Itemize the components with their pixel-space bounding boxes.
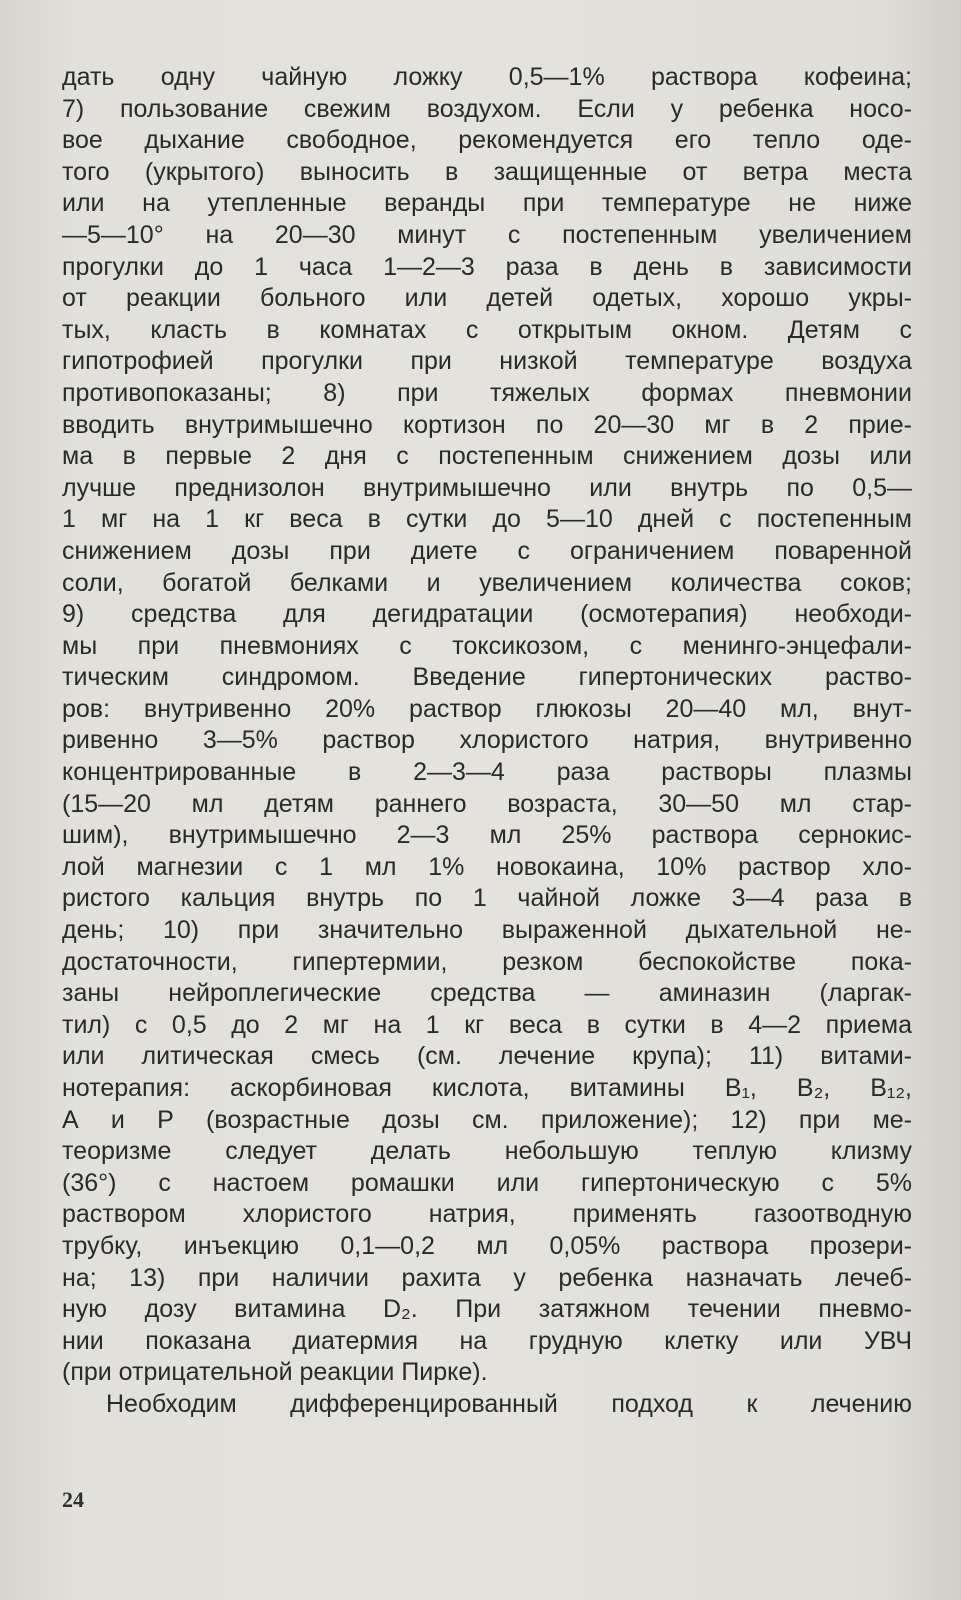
text-line: вое дыхание свободное, рекомендуется его тепло оде-: [62, 126, 912, 155]
text-line: лой магнезии с 1 мл 1% новокаина, 10% раствор хло-: [62, 852, 912, 881]
text-line: ную дозу витамина D₂. При затяжном течении пневмо-: [62, 1295, 912, 1324]
text-line: или на утепленные веранды при температуре не ниже: [62, 189, 912, 218]
text-line: тил) с 0,5 до 2 мг на 1 кг веса в сутки в 4—2 приема: [62, 1010, 912, 1039]
text-line: раствором хлористого натрия, применять газоотводную: [62, 1200, 912, 1229]
body-text: [62, 62, 912, 1421]
text-line: заны нейроплегические средства — аминазин (ларгак-: [62, 979, 912, 1008]
text-line: нотерапия: аскорбиновая кислота, витамины B₁, B₂, B₁₂,: [62, 1074, 912, 1102]
text-line: нии показана диатермия на грудную клетку или УВЧ: [62, 1326, 912, 1355]
text-line: или литическая смесь (см. лечение крупа); 11) витами-: [62, 1042, 912, 1071]
text-line: тых, класть в комнатах с открытым окном. Детям с: [62, 315, 912, 344]
text-line: противопоказаны; 8) при тяжелых формах пневмонии: [62, 378, 912, 407]
text-line: теоризме следует делать небольшую теплую клизму: [62, 1137, 912, 1166]
text-line: (36°) с настоем ромашки или гипертоническую с 5%: [62, 1168, 912, 1197]
text-line: дать одну чайную ложку 0,5—1% раствора кофеина;: [62, 63, 912, 91]
text-line: тическим синдромом. Введение гипертонических раство-: [62, 663, 912, 692]
text-line: (15—20 мл детям раннего возраста, 30—50 мл стар-: [62, 789, 912, 818]
text-line: трубку, инъекцию 0,1—0,2 мл 0,05% раствора прозери-: [62, 1231, 912, 1260]
text-line: ривенно 3—5% раствор хлористого натрия, внутривенно: [62, 726, 912, 755]
text-line: вводить внутримышечно кортизон по 20—30 мг в 2 прие-: [62, 410, 912, 439]
text-line: —5—10° на 20—30 минут с постепенным увеличением: [62, 220, 912, 249]
text-line: соли, богатой белками и увеличением количества соков;: [62, 568, 912, 597]
page-number: 24: [62, 1487, 84, 1512]
text-line: ров: внутривенно 20% раствор глюкозы 20—40 мл, внут-: [62, 694, 912, 723]
text-line: (при отрицательной реакции Пирке).: [62, 1358, 488, 1387]
text-line: снижением дозы при диете с ограничением поваренной: [62, 536, 912, 565]
text-line: день; 10) при значительно выраженной дыхательной не-: [62, 916, 912, 945]
text-line: концентрированные в 2—3—4 раза растворы плазмы: [62, 758, 912, 787]
paragraph-1: [62, 62, 912, 1389]
text-line: достаточности, гипертермии, резком беспокойстве пока-: [62, 947, 912, 976]
text-line: Необходим дифференцированный подход к лечению: [106, 1389, 912, 1418]
text-line: шим), внутримышечно 2—3 мл 25% раствора сернокис-: [62, 821, 912, 850]
text-line: 9) средства для дегидратации (осмотерапия) необходи-: [62, 600, 912, 629]
text-line: 1 мг на 1 кг веса в сутки до 5—10 дней с постепенным: [62, 505, 912, 534]
text-line: прогулки до 1 часа 1—2—3 раза в день в зависимости: [62, 252, 912, 281]
text-line: того (укрытого) выносить в защищенные от ветра места: [62, 157, 912, 186]
text-line: ристого кальция внутрь по 1 чайной ложке 3—4 раза в: [62, 884, 912, 913]
paragraph-2: [62, 1389, 912, 1421]
text-line: 7) пользование свежим воздухом. Если у ребенка носо-: [62, 94, 912, 123]
text-line: от реакции больного или детей одетых, хорошо укры-: [62, 284, 912, 313]
text-line: А и Р (возрастные дозы см. приложение); 12) при ме-: [62, 1105, 912, 1134]
text-line: мы при пневмониях с токсикозом, с менинго-энцефали-: [62, 631, 912, 660]
text-line: гипотрофией прогулки при низкой температуре воздуха: [62, 347, 912, 376]
text-line: ма в первые 2 дня с постепенным снижением дозы или: [62, 442, 912, 471]
text-line: лучше преднизолон внутримышечно или внутрь по 0,5—: [62, 473, 912, 502]
text-line: на; 13) при наличии рахита у ребенка назначать лечеб-: [62, 1263, 912, 1292]
